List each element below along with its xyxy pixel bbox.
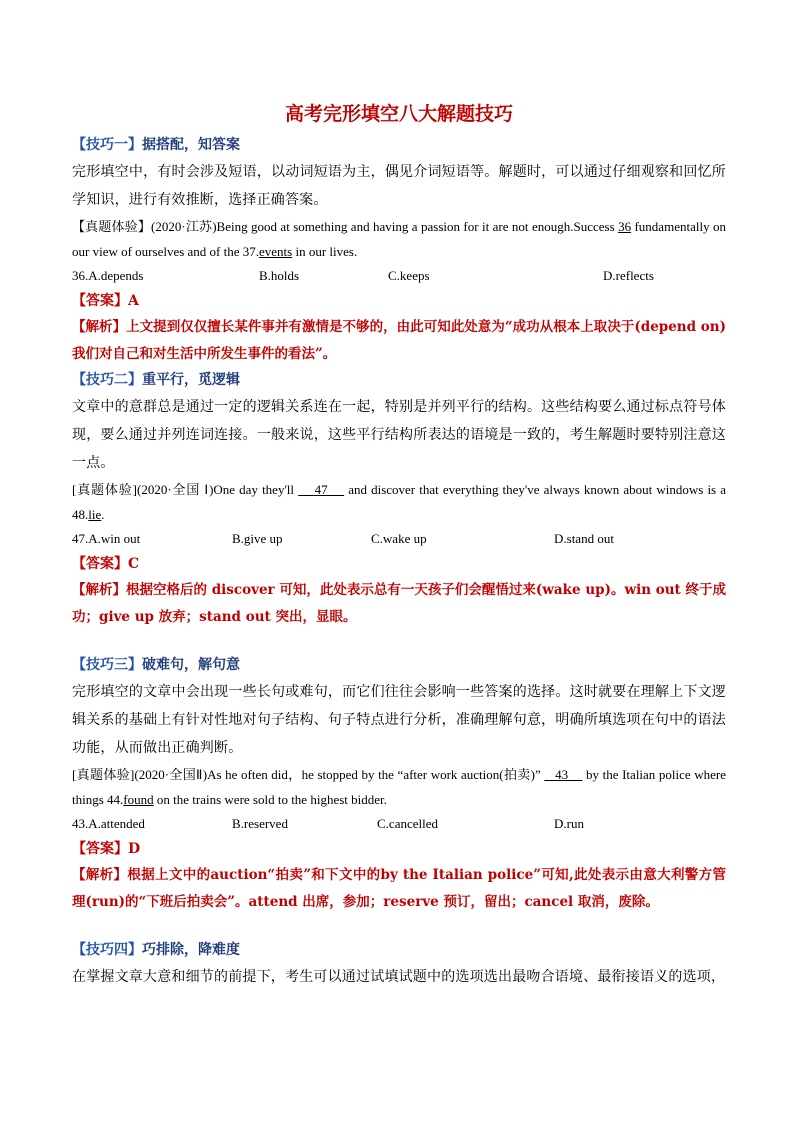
example-text: . xyxy=(101,507,105,522)
tip-intro: 完形填空中，有时会涉及短语，以动词短语为主，偶见介词短语等。解题时，可以通过仔细观察和回忆所学知识，进行有效推断，选择正确答案。 xyxy=(72,164,726,208)
tip-heading xyxy=(72,368,726,393)
document-page xyxy=(72,100,726,991)
tip-title: 巧排除，降难度 xyxy=(142,942,240,958)
option: B.holds xyxy=(259,268,300,283)
tip-heading xyxy=(72,938,726,963)
option: B.reserved xyxy=(232,816,288,831)
example-prefix: [真题体验] xyxy=(72,482,137,497)
tip-heading xyxy=(72,133,726,158)
spacer xyxy=(72,916,726,938)
option: D.reflects xyxy=(603,268,654,283)
analysis xyxy=(72,314,726,368)
option: D.stand out xyxy=(554,531,614,546)
spacer xyxy=(72,631,726,653)
example-prefix: [真题体验] xyxy=(72,767,135,782)
analysis xyxy=(72,577,726,631)
example-text: As he often did，he stopped by the “after work auction(拍卖)” xyxy=(207,767,545,782)
example-blank: 43 xyxy=(544,767,583,782)
example-text: and discover that everything they've always known about windows is a 48. xyxy=(72,482,726,522)
option: C.wake up xyxy=(371,531,427,546)
tip-heading xyxy=(72,653,726,678)
tip-title: 据搭配，知答案 xyxy=(142,137,240,153)
option: D.run xyxy=(554,816,584,831)
section-3 xyxy=(72,653,726,916)
analysis-label: 【解析】 xyxy=(72,582,127,598)
example-text: Being good at something and having a passion for it are not enough.Success xyxy=(216,219,619,234)
section-4 xyxy=(72,938,726,991)
analysis-label: 【解析】 xyxy=(72,867,128,883)
answer xyxy=(72,288,726,314)
answer-label: 【答案】 xyxy=(72,556,128,572)
section-2 xyxy=(72,368,726,631)
example-text: One day they'll xyxy=(213,482,299,497)
tip-label: 【技巧四】 xyxy=(72,942,142,958)
answer-label: 【答案】 xyxy=(72,293,128,309)
analysis xyxy=(72,862,726,916)
option: C.cancelled xyxy=(377,816,438,831)
example-blank: 47 xyxy=(298,482,345,497)
tip-intro: 文章中的意群总是通过一定的逻辑关系连在一起，特别是并列平行的结构。这些结构要么通过标点符号体现，要么通过并列连词连接。一般来说，这些平行结构所表达的语境是一致的，考生解题时要特别注意这一点。 xyxy=(72,399,726,471)
example-prefix: 【真题体验】 xyxy=(72,219,152,234)
option: 47.A.win out xyxy=(72,531,141,546)
answer xyxy=(72,551,726,577)
analysis-text: 上文提到仅仅擅长某件事并有激情是不够的，由此可知此处意为“成功从根本上取决于(depend on)我们对自己和对生活中所发生事件的看法”。 xyxy=(72,319,726,362)
analysis-text: 根据空格后的 discover 可知，此处表示总有一天孩子们会醒悟过来(wake up)。win out 终于成功；give up 放弃；stand out 突出，显眼。 xyxy=(72,582,726,625)
example-blank: lie xyxy=(88,507,102,522)
answer-label: 【答案】 xyxy=(72,841,128,857)
tip-title: 重平行，觅逻辑 xyxy=(142,372,240,388)
option: 36.A.depends xyxy=(72,268,144,283)
page-title: 高考完形填空八大解题技巧 xyxy=(284,103,513,125)
example-blank: 36 xyxy=(618,219,632,234)
tip-intro: 完形填空的文章中会出现一些长句或难句，而它们往往会影响一些答案的选择。这时就要在理解上下文逻辑关系的基础上有针对性地对句子结构、句子特点进行分析，准确理解句意，明确所填选项在句中的语法功能，从而做出正确判断。 xyxy=(72,684,726,756)
example-blank: found xyxy=(123,792,154,807)
example-text: on the trains were sold to the highest bidder. xyxy=(153,792,387,807)
answer-value: D xyxy=(128,841,141,857)
answer-value: C xyxy=(128,556,140,572)
example-source: (2020·全国 Ⅰ) xyxy=(137,482,214,497)
example-text: fundamentally on our view of ourselves and of the 37. xyxy=(72,219,726,259)
tip-label: 【技巧三】 xyxy=(72,657,142,673)
options-row xyxy=(72,812,726,836)
answer xyxy=(72,836,726,862)
section-1 xyxy=(72,133,726,368)
answer-value: A xyxy=(128,293,139,309)
example-text: in our lives. xyxy=(292,244,358,259)
analysis-label: 【解析】 xyxy=(72,319,127,335)
tip-title: 破难句，解句意 xyxy=(142,657,240,673)
example-source: (2020·江苏) xyxy=(151,219,217,234)
option: B.give up xyxy=(232,531,283,546)
example-blank: events xyxy=(259,244,293,259)
example-text: by the Italian police where things 44. xyxy=(72,767,727,807)
example-source: (2020·全国Ⅱ) xyxy=(134,767,208,782)
options-row xyxy=(72,264,726,288)
tip-label: 【技巧一】 xyxy=(72,137,142,153)
options-row xyxy=(72,527,726,551)
example xyxy=(72,214,726,264)
example xyxy=(72,762,726,812)
option: C.keeps xyxy=(388,268,430,283)
analysis-text: 根据上文中的auction“拍卖”和下文中的by the Italian police”可知,此处表示由意大利警方管理(run)的“下班后拍卖会”。attend 出席，参加；reserve 预订，留出；cancel 取消，废除。 xyxy=(72,867,726,910)
example xyxy=(72,477,726,527)
option: 43.A.attended xyxy=(72,816,145,831)
tip-intro: 在掌握文章大意和细节的前提下，考生可以通过试填试题中的选项选出最吻合语境、最衔接语义的选项， xyxy=(72,969,726,985)
tip-label: 【技巧二】 xyxy=(72,372,142,388)
